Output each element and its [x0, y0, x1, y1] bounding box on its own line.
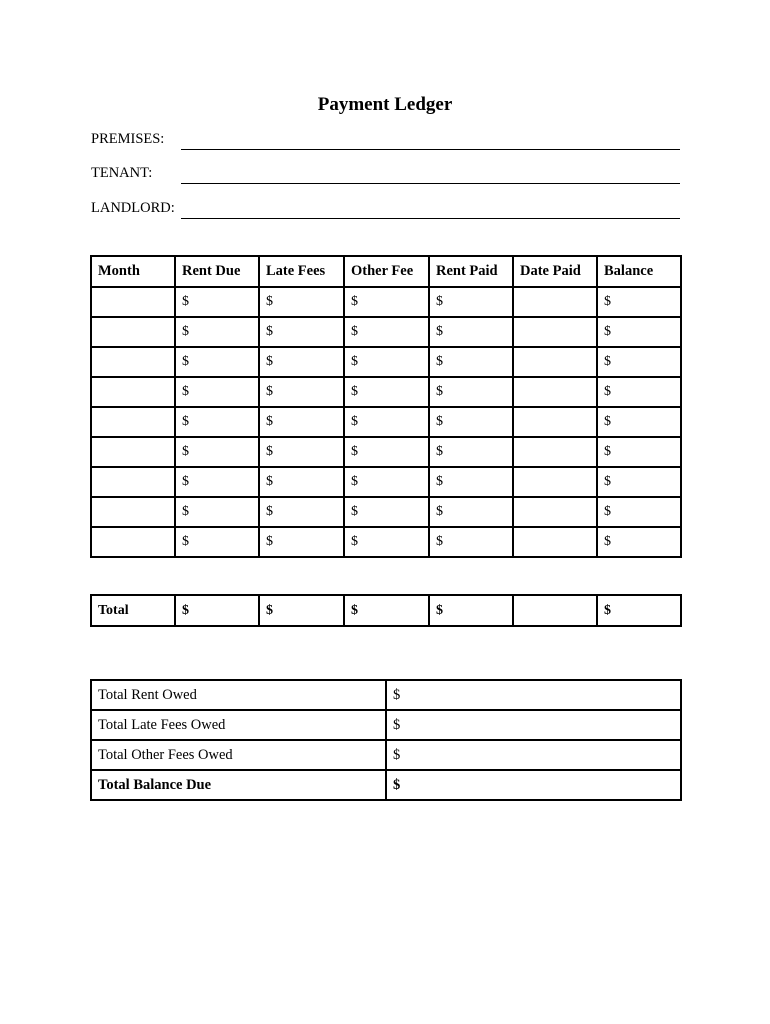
total-date-paid[interactable] [513, 595, 597, 626]
tenant-label: TENANT: [91, 165, 153, 181]
summary-label: Total Other Fees Owed [91, 740, 386, 770]
summary-value[interactable]: $ [386, 770, 681, 800]
cell-other-fee[interactable]: $ [344, 497, 429, 527]
cell-balance[interactable]: $ [597, 317, 681, 347]
cell-rent-paid[interactable]: $ [429, 527, 513, 557]
cell-month[interactable] [91, 377, 175, 407]
summary-value[interactable]: $ [386, 680, 681, 710]
cell-balance[interactable]: $ [597, 437, 681, 467]
cell-rent-paid[interactable]: $ [429, 497, 513, 527]
cell-rent-due[interactable]: $ [175, 467, 259, 497]
cell-rent-paid[interactable]: $ [429, 287, 513, 317]
cell-rent-paid[interactable]: $ [429, 437, 513, 467]
table-row [91, 527, 681, 557]
totals-label: Total [91, 595, 175, 626]
cell-month[interactable] [91, 287, 175, 317]
cell-rent-due[interactable]: $ [175, 287, 259, 317]
column-header-balance: Balance [597, 256, 681, 287]
table-row [91, 377, 681, 407]
landlord-input-line[interactable] [181, 196, 680, 219]
table-row [91, 497, 681, 527]
table-row [91, 287, 681, 317]
cell-month[interactable] [91, 497, 175, 527]
cell-other-fee[interactable]: $ [344, 407, 429, 437]
cell-date-paid[interactable] [513, 287, 597, 317]
cell-balance[interactable]: $ [597, 377, 681, 407]
cell-balance[interactable]: $ [597, 407, 681, 437]
cell-other-fee[interactable]: $ [344, 467, 429, 497]
table-row [91, 347, 681, 377]
cell-late-fees[interactable]: $ [259, 407, 344, 437]
summary-value[interactable]: $ [386, 710, 681, 740]
cell-balance[interactable]: $ [597, 347, 681, 377]
cell-late-fees[interactable]: $ [259, 467, 344, 497]
column-header-other-fee: Other Fee [344, 256, 429, 287]
cell-rent-due[interactable]: $ [175, 497, 259, 527]
summary-row [91, 770, 681, 800]
total-other-fee[interactable]: $ [344, 595, 429, 626]
cell-month[interactable] [91, 317, 175, 347]
cell-rent-paid[interactable]: $ [429, 347, 513, 377]
cell-rent-due[interactable]: $ [175, 317, 259, 347]
cell-late-fees[interactable]: $ [259, 437, 344, 467]
cell-month[interactable] [91, 437, 175, 467]
total-rent-paid[interactable]: $ [429, 595, 513, 626]
totals-row [91, 595, 681, 626]
cell-date-paid[interactable] [513, 377, 597, 407]
cell-date-paid[interactable] [513, 497, 597, 527]
cell-late-fees[interactable]: $ [259, 497, 344, 527]
cell-late-fees[interactable]: $ [259, 347, 344, 377]
cell-balance[interactable]: $ [597, 467, 681, 497]
summary-label: Total Late Fees Owed [91, 710, 386, 740]
column-header-rent-paid: Rent Paid [429, 256, 513, 287]
summary-row [91, 740, 681, 770]
cell-date-paid[interactable] [513, 317, 597, 347]
cell-rent-due[interactable]: $ [175, 527, 259, 557]
cell-date-paid[interactable] [513, 467, 597, 497]
cell-date-paid[interactable] [513, 527, 597, 557]
cell-other-fee[interactable]: $ [344, 377, 429, 407]
cell-rent-paid[interactable]: $ [429, 407, 513, 437]
cell-month[interactable] [91, 527, 175, 557]
column-header-date-paid: Date Paid [513, 256, 597, 287]
table-row [91, 437, 681, 467]
summary-value[interactable]: $ [386, 740, 681, 770]
cell-rent-paid[interactable]: $ [429, 377, 513, 407]
landlord-label: LANDLORD: [91, 200, 175, 216]
cell-balance[interactable]: $ [597, 287, 681, 317]
ledger-totals-table [90, 594, 682, 627]
total-late-fees[interactable]: $ [259, 595, 344, 626]
column-header-month: Month [91, 256, 175, 287]
cell-other-fee[interactable]: $ [344, 287, 429, 317]
cell-month[interactable] [91, 347, 175, 377]
ledger-header-row [91, 256, 681, 287]
premises-field [91, 128, 680, 150]
cell-date-paid[interactable] [513, 407, 597, 437]
summary-label: Total Balance Due [91, 770, 386, 800]
cell-balance[interactable]: $ [597, 527, 681, 557]
cell-month[interactable] [91, 467, 175, 497]
cell-other-fee[interactable]: $ [344, 347, 429, 377]
column-header-rent-due: Rent Due [175, 256, 259, 287]
landlord-field [91, 197, 680, 219]
cell-rent-due[interactable]: $ [175, 407, 259, 437]
cell-other-fee[interactable]: $ [344, 317, 429, 347]
table-row [91, 407, 681, 437]
cell-late-fees[interactable]: $ [259, 527, 344, 557]
total-balance[interactable]: $ [597, 595, 681, 626]
tenant-field [91, 162, 680, 184]
cell-date-paid[interactable] [513, 347, 597, 377]
table-row [91, 317, 681, 347]
cell-rent-due[interactable]: $ [175, 347, 259, 377]
cell-other-fee[interactable]: $ [344, 527, 429, 557]
tenant-input-line[interactable] [181, 161, 680, 184]
cell-balance[interactable]: $ [597, 497, 681, 527]
cell-late-fees[interactable]: $ [259, 287, 344, 317]
document-title: Payment Ledger [317, 94, 453, 115]
cell-rent-paid[interactable]: $ [429, 317, 513, 347]
premises-label: PREMISES: [91, 131, 165, 147]
column-header-late-fees: Late Fees [259, 256, 344, 287]
premises-input-line[interactable] [181, 127, 680, 150]
cell-rent-paid[interactable]: $ [429, 467, 513, 497]
cell-late-fees[interactable]: $ [259, 317, 344, 347]
total-rent-due[interactable]: $ [175, 595, 259, 626]
summary-label: Total Rent Owed [91, 680, 386, 710]
summary-table [90, 679, 682, 801]
table-row [91, 467, 681, 497]
cell-other-fee[interactable]: $ [344, 437, 429, 467]
cell-month[interactable] [91, 407, 175, 437]
cell-rent-due[interactable]: $ [175, 377, 259, 407]
cell-rent-due[interactable]: $ [175, 437, 259, 467]
cell-late-fees[interactable]: $ [259, 377, 344, 407]
summary-row [91, 680, 681, 710]
cell-date-paid[interactable] [513, 437, 597, 467]
ledger-table [90, 255, 682, 558]
summary-row [91, 710, 681, 740]
